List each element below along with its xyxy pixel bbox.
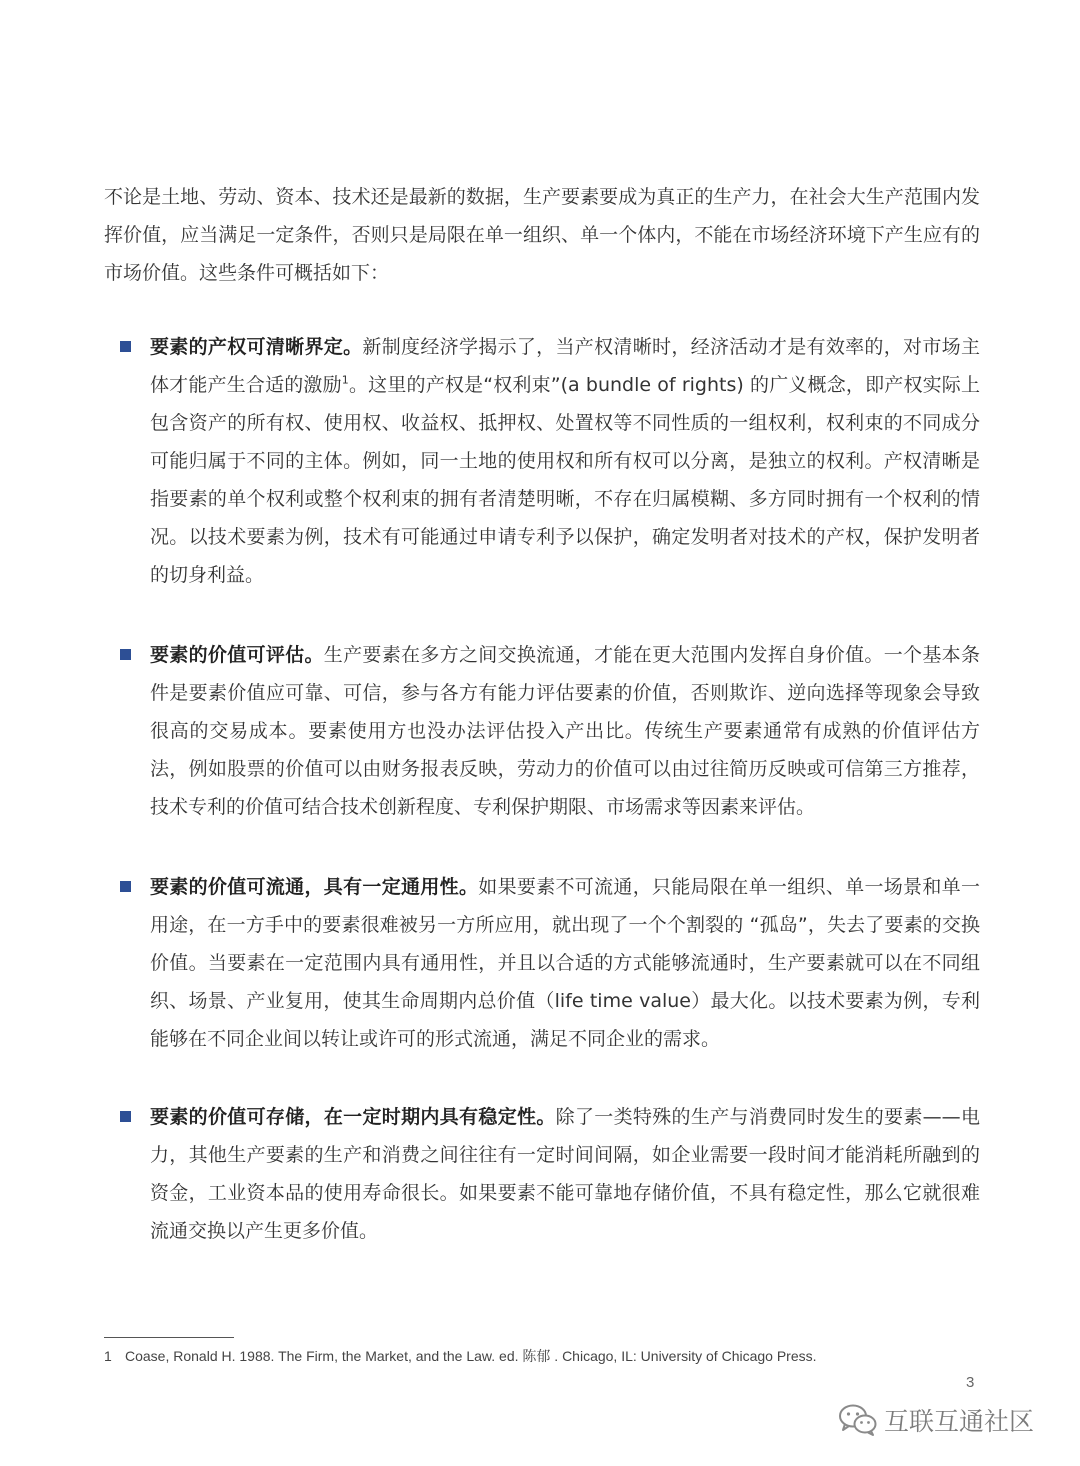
square-bullet-icon [120, 649, 131, 660]
intro-paragraph: 不论是土地、劳动、资本、技术还是最新的数据，生产要素要成为真正的生产力，在社会大生产范围内发挥价值，应当满足一定条件，否则只是局限在单一组织、单一个体内，不能在市场经济环境下产生应有的市场价值。这些条件可概括如下： [104, 186, 980, 284]
bullet-body-cont: 。这里的产权是“权利束”(a bundle of rights) 的广义概念，即产权实际上包含资产的所有权、使用权、收益权、抵押权、处置权等不同性质的一组权利，权利束的不同成分可能归属于不同的主体。例如，同一土地的使用权和所有权可以分离，是独立的权利。产权清晰是指要素的单个权利或整个权利束的拥有者清楚明晰，不存在归属模糊、多方同时拥有一个权利的情况。以技术要素为例，技术有可能通过申请专利予以保护，确定发明者对技术的产权，保护发明者的切身利益。 [150, 374, 980, 586]
footnote-divider [104, 1337, 234, 1338]
watermark [838, 1400, 1034, 1440]
bullet-text [150, 328, 980, 594]
footnote [104, 1346, 817, 1366]
square-bullet-icon [120, 341, 131, 352]
bullet-body: 生产要素在多方之间交换流通，才能在更大范围内发挥自身价值。一个基本条件是要素价值应可靠、可信，参与各方有能力评估要素的价值，否则欺诈、逆向选择等现象会导致很高的交易成本。要素使用方也没办法评估投入产出比。传统生产要素通常有成熟的价值评估方法，例如股票的价值可以由财务报表反映，劳动力的价值可以由过往简历反映或可信第三方推荐，技术专利的价值可结合技术创新程度、专利保护期限、市场需求等因素来评估。 [150, 644, 980, 818]
footnote-ref[interactable]: 1 [341, 373, 349, 387]
wechat-icon [838, 1403, 878, 1437]
footnote-number: 1 [104, 1348, 112, 1364]
bullet-item-circulation [104, 868, 980, 1058]
bullet-body: 除了一类特殊的生产与消费同时发生的要素——电力，其他生产要素的生产和消费之间往往有一定时间间隔，如企业需要一段时间才能消耗所融到的资金，工业资本品的使用寿命很长。如果要素不能可靠地存储价值，不具有稳定性，那么它就很难流通交换以产生更多价值。 [150, 1106, 980, 1242]
square-bullet-icon [120, 1111, 131, 1122]
page-number: 3 [966, 1374, 975, 1391]
bullet-heading: 要素的价值可评估。 [150, 644, 324, 666]
bullet-body: 新制度经济学揭示了，当产权清晰时，经济活动才是有效率的，对市场主体才能产生合适的激励 [150, 336, 980, 396]
bullet-heading: 要素的价值可存储，在一定时期内具有稳定性。 [150, 1106, 556, 1128]
bullet-item-valuation [104, 636, 980, 826]
bullet-text [150, 1098, 980, 1250]
bullet-heading: 要素的价值可流通，具有一定通用性。 [150, 876, 479, 898]
bullet-text [150, 868, 980, 1058]
bullet-heading: 要素的产权可清晰界定。 [150, 336, 363, 358]
footnote-text: Coase, Ronald H. 1988. The Firm, the Market, and the Law. ed. 陈郁 . Chicago, IL: University of Chicago Press. [125, 1348, 817, 1364]
square-bullet-icon [120, 881, 131, 892]
bullet-body: 如果要素不可流通，只能局限在单一组织、单一场景和单一用途，在一方手中的要素很难被另一方所应用，就出现了一个个割裂的 “孤岛”，失去了要素的交换价值。当要素在一定范围内具有通用性，并且以合适的方式能够流通时，生产要素就可以在不同组织、场景、产业复用，使其生命周期内总价值（life time value）最大化。以技术要素为例，专利能够在不同企业间以转让或许可的形式流通，满足不同企业的需求。 [150, 876, 980, 1050]
bullet-text [150, 636, 980, 826]
watermark-label: 互联互通社区 [884, 1407, 1035, 1436]
bullet-item-storage [104, 1098, 980, 1250]
bullet-item-property-rights [104, 328, 980, 594]
